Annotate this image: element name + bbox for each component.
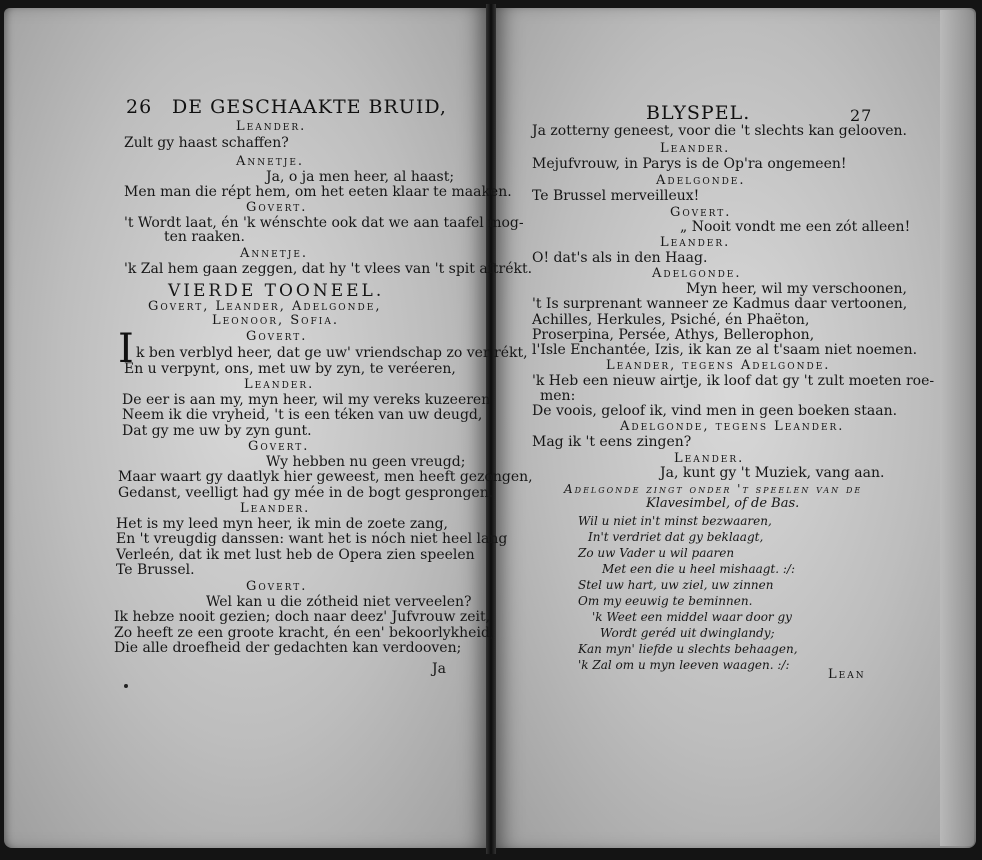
text-line: 'k Heb een nieuw airtje, ik loof dat gy 't zult moeten roe- — [532, 373, 935, 389]
text-line: Te Brussel. — [116, 562, 195, 578]
speaker-adelgonde-aside: Adelgonde, tegens Leander. — [620, 419, 845, 434]
song-line: Wil u niet in't minst bezwaaren, — [578, 514, 772, 528]
text-line: Die alle droefheid der gedachten kan verdooven; — [114, 640, 462, 656]
text-line: O! dat's als in den Haag. — [532, 250, 708, 266]
speaker-leander: Leander. — [236, 119, 307, 134]
text-line: Dat gy me uw by zyn gunt. — [122, 423, 312, 439]
text-line: En 't vreugdig danssen: want het is nóch niet heel lang — [116, 531, 508, 547]
stage-direction: Klavesimbel, of de Bas. — [646, 496, 800, 511]
right-page-number: 27 — [850, 106, 873, 125]
catchword: Ja — [432, 661, 446, 677]
text-line: 't Wordt laat, én 'k wénschte ook dat we aan taafel mog- — [124, 215, 524, 231]
speaker-leander: Leander. — [660, 235, 731, 250]
text-line: Ik hebze nooit gezien; doch naar deez' Jufvrouw zeit, — [114, 609, 491, 625]
text-line: men: — [540, 388, 576, 404]
text-line: Zult gy haast schaffen? — [124, 135, 289, 151]
text-line: Maar waart gy daatlyk hier geweest, men heeft gezongen, — [118, 469, 533, 485]
song-line: Om my eeuwig te beminnen. — [578, 594, 753, 608]
text-line: Gedanst, veelligt had gy mée in de bogt gesprongen. — [118, 485, 494, 501]
ink-speck — [124, 684, 128, 688]
right-running-head: BLYSPEL. — [646, 102, 751, 124]
song-line: In't verdriet dat gy beklaagt, — [588, 530, 764, 544]
text-line: Proserpina, Persée, Athys, Bellerophon, — [532, 327, 815, 343]
song-line: 'k Zal om u myn leeven waagen. :/: — [578, 658, 790, 672]
text-line: Verleén, dat ik met lust heb de Opera zien speelen — [116, 547, 475, 563]
text-line: l'Isle Enchantée, Izis, ik kan ze al t'saam niet noemen. — [532, 342, 918, 358]
text-line: Men man die répt hem, om het eeten klaar te maaken. — [124, 184, 512, 200]
text-line: ten raaken. — [164, 229, 245, 245]
text-line: Wy hebben nu geen vreugd; — [266, 454, 466, 470]
speaker-leander: Leander. — [660, 141, 731, 156]
drop-cap: I — [118, 326, 134, 372]
scene-characters: Govert, Leander, Adelgonde, — [148, 299, 382, 314]
text-line: Het is my leed myn heer, ik min de zoete zang, — [116, 516, 449, 532]
text-line: Mag ik 't eens zingen? — [532, 434, 692, 450]
text-line: „ Nooit vondt me een zót alleen! — [680, 219, 911, 235]
text-line: Ja, o ja men heer, al haast; — [266, 169, 455, 185]
speaker-govert: Govert. — [246, 579, 308, 594]
text-line: 'k Zal hem gaan zeggen, dat hy 't vlees van 't spit aftrékt. — [124, 261, 533, 277]
text-line: k ben verblyd heer, dat ge uw' vriendschap zo ver rékt, — [136, 345, 528, 361]
text-line: Achilles, Herkules, Psiché, én Phaëton, — [532, 312, 810, 328]
text-line: Wel kan u die zótheid niet verveelen? — [206, 594, 472, 610]
text-line: Myn heer, wil my verschoonen, — [686, 281, 907, 297]
speaker-leander: Leander. — [674, 451, 745, 466]
text-line: Neem ik die vryheid, 't is een téken van uw deugd, — [122, 407, 483, 423]
page-edge — [940, 10, 974, 846]
stage-direction: Adelgonde zingt onder 't speelen van de — [564, 482, 863, 496]
text-line: De eer is aan my, myn heer, wil my vereks kuzeeren — [122, 392, 491, 408]
speaker-govert: Govert. — [246, 200, 308, 215]
song-line: Wordt geréd uit dwinglandy; — [600, 626, 775, 640]
speaker-leander: Leander. — [240, 501, 311, 516]
left-running-head: DE GESCHAAKTE BRUID, — [172, 96, 447, 118]
song-line: Zo uw Vader u wil paaren — [578, 546, 735, 560]
song-line: Met een die u heel mishaagt. :/: — [602, 562, 796, 576]
speaker-leander-aside: Leander, tegens Adelgonde. — [606, 358, 831, 373]
speaker-govert: Govert. — [246, 329, 308, 344]
text-line: Te Brussel merveilleux! — [532, 188, 700, 204]
scene-characters: Leonoor, Sofia. — [212, 313, 339, 328]
speaker-adelgonde: Adelgonde. — [652, 266, 742, 281]
speaker-adelgonde: Adelgonde. — [656, 173, 746, 188]
text-line: Ja, kunt gy 't Muziek, vang aan. — [660, 465, 885, 481]
book-gutter — [486, 4, 496, 854]
speaker-annetje: Annetje. — [236, 154, 305, 169]
speaker-leander: Leander. — [244, 377, 315, 392]
text-line: Zo heeft ze een groote kracht, én een' bekoorlykheid, — [114, 625, 495, 641]
text-line: De voois, geloof ik, vind men in geen boeken staan. — [532, 403, 898, 419]
catchword: Lean — [828, 667, 866, 682]
speaker-govert: Govert. — [248, 439, 310, 454]
song-line: 'k Weet een middel waar door gy — [592, 610, 792, 624]
text-line: Mejufvrouw, in Parys is de Op'ra ongemeen! — [532, 156, 847, 172]
speaker-govert: Govert. — [670, 205, 732, 220]
song-line: Stel uw hart, uw ziel, uw zinnen — [578, 578, 774, 592]
text-line: 't Is surprenant wanneer ze Kadmus daar vertoonen, — [532, 296, 908, 312]
left-page-number: 26 — [126, 96, 153, 118]
text-line: Ja zotterny geneest, voor die 't slechts kan gelooven. — [532, 123, 907, 139]
song-line: Kan myn' liefde u slechts behaagen, — [578, 642, 798, 656]
speaker-annetje: Annetje. — [240, 246, 309, 261]
scene-title: VIERDE TOONEEL. — [168, 281, 385, 301]
text-line: En u verpynt, ons, met uw by zyn, te veréeren, — [124, 361, 456, 377]
